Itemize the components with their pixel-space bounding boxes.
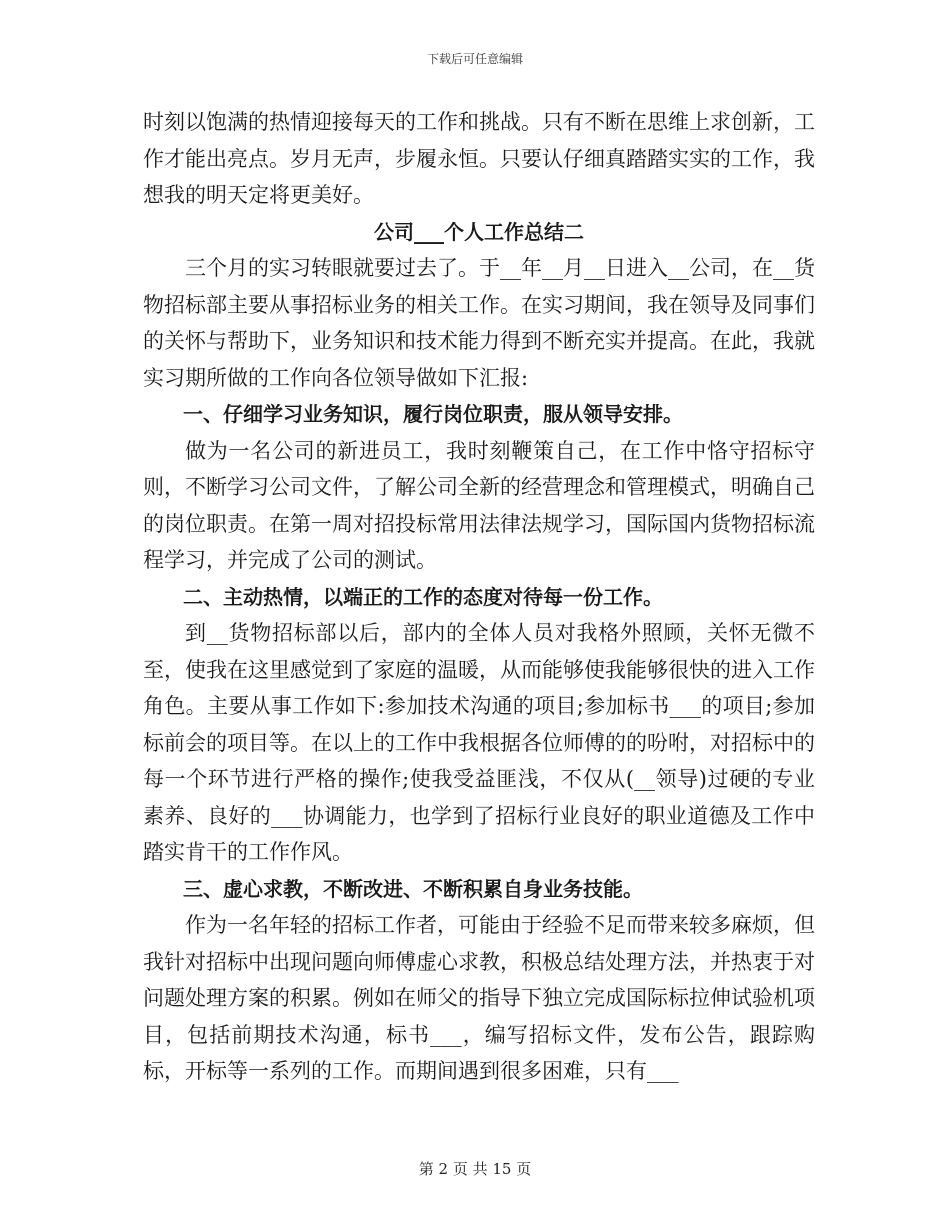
document-body — [143, 104, 815, 1090]
paragraph-intro: 三个月的实习转眼就要过去了。于__年__月__日进入__公司，在__货物招标部主要从事招标业务的相关工作。在实习期间，我在领导及同事们的关怀与帮助下，业务知识和技术能力得到不断充实并提高。在此，我就实习期所做的工作向各位领导做如下汇报: — [143, 256, 815, 390]
section-title: 公司___个人工作总结二 — [374, 219, 584, 244]
heading-2: 二、主动热情，以端正的工作的态度对待每一份工作。 — [183, 584, 663, 609]
heading-1: 一、仔细学习业务知识，履行岗位职责，服从领导安排。 — [183, 402, 683, 426]
paragraph-1: 做为一名公司的新进员工，我时刻鞭策自己，在工作中恪守招标守则，不断学习公司文件，了解公司全新的经营理念和管理模式，明确自己的岗位职责。在第一周对招投标常用法律法规学习，国际国内货物招标流程学习，并完成了公司的测试。 — [143, 438, 815, 572]
page-footer: 第 2 页 共 15 页 — [418, 1160, 532, 1178]
paragraph-continuation: 时刻以饱满的热情迎接每天的工作和挑战。只有不断在思维上求创新，工作才能出亮点。岁月无声，步履永恒。只要认仔细真踏踏实实的工作，我想我的明天定将更美好。 — [143, 110, 815, 207]
heading-3: 三、虚心求教，不断改进、不断积累自身业务技能。 — [183, 876, 643, 901]
page-header: 下载后可任意编辑 — [426, 52, 523, 66]
paragraph-3: 作为一名年轻的招标工作者，可能由于经验不足而带来较多麻烦，但我针对招标中出现问题向师傅虚心求教，积极总结处理方法，并热衷于对问题处理方案的积累。例如在师父的指导下独立完成国际标拉伸试验机项目，包括前期技术沟通，标书___，编写招标文件，发布公告，跟踪购标，开标等一系列的工作。而期间遇到很多困难，只有___ — [143, 913, 815, 1083]
paragraph-2: 到__货物招标部以后，部内的全体人员对我格外照顾，关怀无微不至，使我在这里感觉到了家庭的温暖，从而能够使我能够很快的进入工作角色。主要从事工作如下:参加技术沟通的项目;参加标书___的项目;参加标前会的项目等。在以上的工作中我根据各位师傅的的吩咐，对招标中的每一个环节进行严格的操作;使我受益匪浅，不仅从(__领导)过硬的专业素养、良好的___协调能力，也学到了招标行业良好的职业道德及工作中踏实肯干的工作作风。 — [143, 621, 815, 864]
